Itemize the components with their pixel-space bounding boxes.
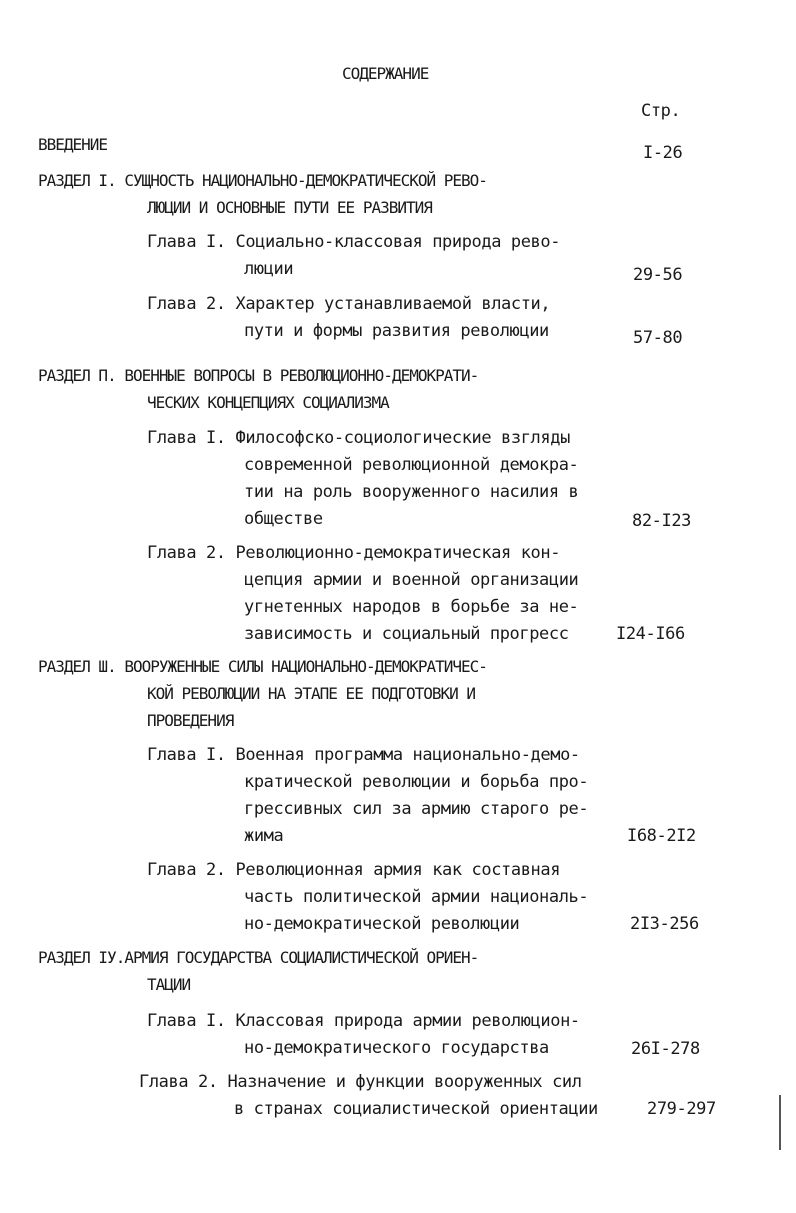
section-1-heading-cont: ЛЮЦИИ И ОСНОВНЫЕ ПУТИ ЕЕ РАЗВИТИЯ bbox=[147, 198, 432, 217]
s2-chapter-1-line-3: тии на роль вооруженного насилия в bbox=[244, 482, 579, 502]
s4-chapter-2-pages: 279-297 bbox=[647, 1099, 716, 1119]
s3-chapter-2-line-3: но-демократической революции bbox=[244, 914, 520, 934]
s4-chapter-1-line-2: но-демократического государства bbox=[244, 1038, 549, 1058]
s3-chapter-1-pages: I68-2I2 bbox=[627, 826, 696, 846]
section-2-heading: РАЗДЕЛ П. ВОЕННЫЕ ВОПРОСЫ В РЕВОЛЮЦИОННО-ДЕМОКРАТИ- bbox=[38, 366, 479, 385]
s3-chapter-2-line-2: часть политической армии националь- bbox=[244, 887, 589, 907]
s4-chapter-1-line-1: Глава I. Классовая природа армии революцион- bbox=[147, 1011, 580, 1031]
s2-chapter-2-line-4: зависимость и социальный прогресс bbox=[244, 624, 569, 644]
s4-chapter-1-pages: 26I-278 bbox=[631, 1039, 700, 1059]
toc-intro-label: ВВЕДЕНИЕ bbox=[38, 135, 108, 154]
s3-chapter-1-line-1: Глава I. Военная программа национально-демо- bbox=[147, 745, 580, 765]
s1-chapter-1-line-2: люции bbox=[244, 259, 294, 279]
page-title: СОДЕРЖАНИЕ bbox=[342, 64, 429, 83]
s1-chapter-2-line-2: пути и формы развития революции bbox=[244, 321, 549, 341]
s1-chapter-1-line-1: Глава I. Социально-классовая природа рево- bbox=[147, 232, 561, 252]
toc-intro-pages: I-26 bbox=[643, 143, 683, 163]
section-2-heading-cont: ЧЕСКИХ КОНЦЕПЦИЯХ СОЦИАЛИЗМА bbox=[147, 393, 389, 412]
section-3-heading: РАЗДЕЛ Ш. ВООРУЖЕННЫЕ СИЛЫ НАЦИОНАЛЬНО-ДЕМОКРАТИЧЕС- bbox=[38, 657, 487, 676]
s2-chapter-1-pages: 82-I23 bbox=[632, 511, 692, 531]
section-4-heading: РАЗДЕЛ IУ.АРМИЯ ГОСУДАРСТВА СОЦИАЛИСТИЧЕСКОЙ ОРИЕН- bbox=[38, 948, 479, 967]
s2-chapter-2-line-1: Глава 2. Революционно-демократическая кон- bbox=[147, 543, 561, 563]
s4-chapter-2-line-2: в странах социалистической ориентации bbox=[234, 1099, 598, 1119]
s2-chapter-2-pages: I24-I66 bbox=[616, 624, 685, 644]
s3-chapter-1-line-3: грессивных сил за армию старого ре- bbox=[244, 799, 589, 819]
section-3-heading-cont-2: ПРОВЕДЕНИЯ bbox=[147, 711, 234, 730]
s1-chapter-2-pages: 57-80 bbox=[633, 328, 683, 348]
section-3-heading-cont-1: КОЙ РЕВОЛЮЦИИ НА ЭТАПЕ ЕЕ ПОДГОТОВКИ И bbox=[147, 684, 476, 703]
s1-chapter-1-pages: 29-56 bbox=[633, 265, 683, 285]
s3-chapter-2-pages: 2I3-256 bbox=[630, 914, 699, 934]
page-column-label: Стр. bbox=[641, 101, 681, 121]
s1-chapter-2-line-1: Глава 2. Характер устанавливаемой власти, bbox=[147, 294, 551, 314]
s2-chapter-1-line-2: современной революционной демокра- bbox=[244, 455, 579, 475]
s2-chapter-2-line-3: угнетенных народов в борьбе за не- bbox=[244, 597, 579, 617]
s2-chapter-1-line-1: Глава I. Философско-социологические взгляды bbox=[147, 428, 570, 448]
s4-chapter-2-line-1: Глава 2. Назначение и функции вооруженных сил bbox=[139, 1072, 582, 1092]
s3-chapter-2-line-1: Глава 2. Революционная армия как составная bbox=[147, 860, 561, 880]
section-4-heading-cont: ТАЦИИ bbox=[147, 975, 191, 994]
s3-chapter-1-line-2: кратической революции и борьба про- bbox=[244, 772, 589, 792]
s3-chapter-1-line-4: жима bbox=[244, 826, 284, 846]
s2-chapter-2-line-2: цепция армии и военной организации bbox=[244, 570, 579, 590]
s2-chapter-1-line-4: обществе bbox=[244, 509, 323, 529]
section-1-heading: РАЗДЕЛ I. СУЩНОСТЬ НАЦИОНАЛЬНО-ДЕМОКРАТИЧЕСКОЙ РЕВО- bbox=[38, 171, 487, 190]
scan-edge-mark bbox=[779, 1095, 781, 1150]
